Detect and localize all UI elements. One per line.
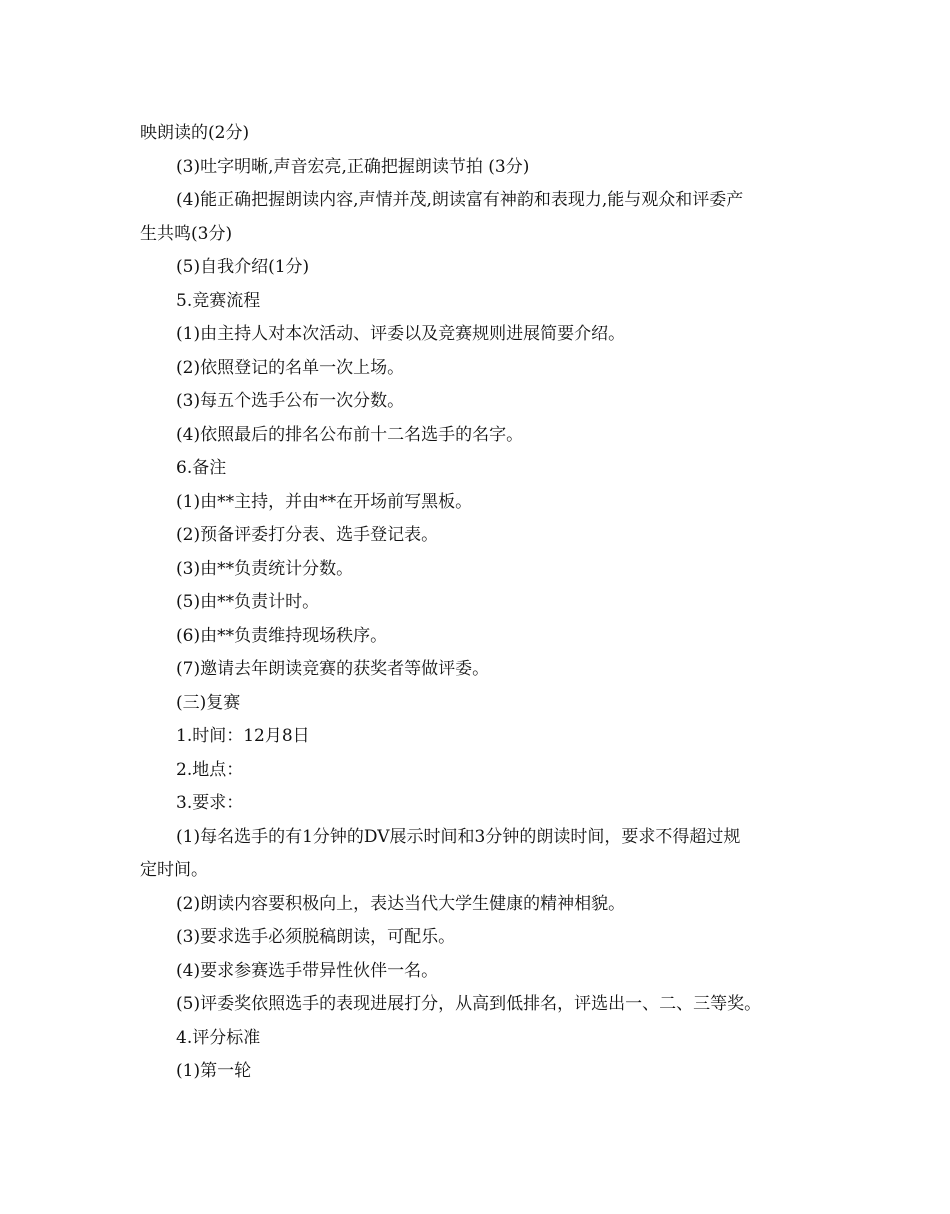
- section-heading: 6.备注: [176, 458, 227, 478]
- section-heading: 5.竞赛流程: [176, 290, 261, 311]
- paragraph-line: (3)吐字明晰,声音宏亮,正确把握朗读节拍 (3分): [176, 156, 530, 177]
- paragraph-line: (4)要求参赛选手带异性伙伴一名。: [176, 960, 439, 981]
- paragraph-line: (1)第一轮: [176, 1061, 252, 1081]
- paragraph-line: (7)邀请去年朗读竞赛的获奖者等做评委。: [176, 659, 490, 679]
- paragraph-line: (5)由**负责计时。: [176, 592, 320, 612]
- paragraph-line: (1)由**主持，并由**在开场前写黑板。: [176, 491, 473, 512]
- paragraph-line: (3)每五个选手公布一次分数。: [176, 391, 405, 411]
- paragraph-line: (2)依照登记的名单一次上场。: [176, 357, 405, 378]
- paragraph-line: 生共鸣(3分): [140, 223, 233, 244]
- paragraph-line: 映朗读的(2分): [140, 123, 250, 143]
- paragraph-line: (3)由**负责统计分数。: [176, 558, 354, 579]
- paragraph-line: (2)预备评委打分表、选手登记表。: [176, 525, 439, 545]
- paragraph-line: (1)每名选手的有1分钟的DV展示时间和3分钟的朗读时间，要求不得超过规: [176, 826, 741, 847]
- paragraph-line: (5)自我介绍(1分): [176, 257, 310, 277]
- section-heading: (三)复赛: [176, 692, 241, 713]
- paragraph-line: (3)要求选手必须脱稿朗读，可配乐。: [176, 927, 456, 947]
- paragraph-line: (4)依照最后的排名公布前十二名选手的名字。: [176, 424, 524, 445]
- paragraph-line: (5)评委奖依照选手的表现进展打分，从高到低排名，评选出一、二、三等奖。: [176, 994, 762, 1014]
- paragraph-line: (2)朗读内容要积极向上，表达当代大学生健康的精神相貌。: [176, 893, 626, 914]
- paragraph-line: (1)由主持人对本次活动、评委以及竞赛规则进展简要介绍。: [176, 324, 626, 344]
- paragraph-line: 2.地点：: [176, 759, 244, 780]
- paragraph-line: (6)由**负责维持现场秩序。: [176, 625, 388, 646]
- paragraph-line: 3.要求：: [176, 793, 244, 813]
- document-body: [140, 117, 820, 1089]
- paragraph-line: 1.时间：12月8日: [176, 726, 310, 746]
- section-heading: 4.评分标准: [176, 1027, 261, 1048]
- paragraph-line: (4)能正确把握朗读内容,声情并茂,朗读富有神韵和表现力,能与观众和评委产: [176, 190, 744, 210]
- paragraph-line: 定时间。: [140, 860, 208, 880]
